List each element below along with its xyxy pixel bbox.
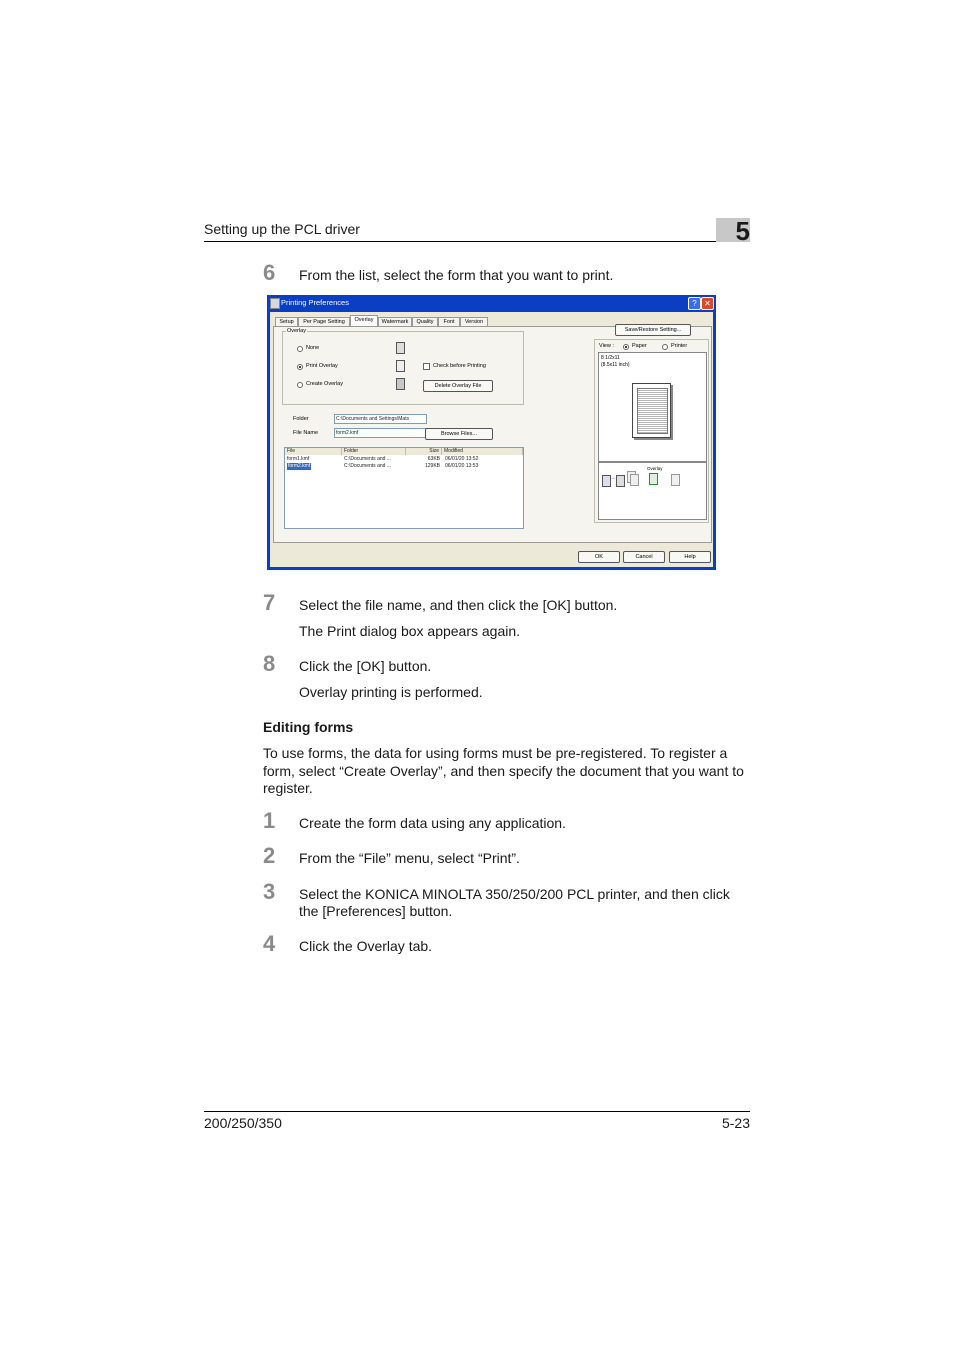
step-number: 4 [263, 931, 276, 956]
page-preview [632, 383, 671, 438]
step-result: The Print dialog box appears again. [299, 623, 521, 639]
help-button[interactable]: Help [669, 551, 711, 563]
footer-page-number: 5-23 [721, 1115, 750, 1131]
help-title-button[interactable]: ? [688, 297, 701, 310]
close-title-button[interactable]: ✕ [701, 297, 714, 310]
create-overlay-label: Create Overlay [306, 381, 343, 387]
view-printer-radio[interactable] [662, 344, 668, 350]
chapter-number: 5 [735, 216, 750, 246]
tab-per-page-setting[interactable]: Per Page Setting [298, 317, 350, 327]
footer-model: 200/250/350 [204, 1115, 282, 1131]
row-size: 129KB [424, 463, 440, 469]
output-page-icon [616, 475, 625, 487]
overlay-preview-label: Overlay [647, 466, 663, 471]
section-intro: To use forms, the data for using forms must be pre-registered. To register a form, select “Create Overlay”, and then specify the document that you want to register. [263, 745, 744, 796]
check-before-printing-label: Check before Printing [433, 363, 486, 369]
save-restore-setting-button[interactable]: Save/Restore Setting... [615, 324, 691, 336]
stack-page-icon-2 [630, 474, 639, 486]
tab-overlay[interactable]: Overlay [350, 315, 378, 327]
none-label: None [306, 345, 320, 351]
step-text: Select the KONICA MINOLTA 350/250/200 PCL printer, and then click the [Preferences] button. [299, 886, 730, 919]
printing-preferences-dialog [267, 295, 716, 570]
row-modified: 06/01/20 13:52 [445, 456, 479, 462]
column-folder[interactable]: Folder [342, 448, 406, 455]
view-paper-label: Paper [632, 343, 647, 349]
overlay-group-label: Overlay [287, 328, 306, 334]
none-icon [396, 342, 405, 354]
row-file-selected: form2.kmf [288, 463, 311, 469]
step-result: Overlay printing is performed. [299, 684, 483, 700]
none-radio[interactable] [297, 346, 303, 352]
paper-preview [598, 352, 707, 462]
column-file[interactable]: File [285, 448, 342, 455]
step-text: Create the form data using any application. [299, 815, 566, 831]
result-page-icon [671, 474, 680, 486]
print-overlay-radio[interactable] [297, 364, 303, 370]
arrow-icon: → [610, 475, 616, 481]
section-title: Setting up the PCL driver [204, 221, 360, 237]
tab-version[interactable]: Version [460, 317, 488, 327]
folder-field[interactable]: C:\Documents and Settings\Mats [334, 414, 427, 424]
row-folder: C:\Documents and ... [344, 456, 391, 462]
delete-overlay-file-button[interactable]: Delete Overlay File [423, 380, 493, 392]
step-text: Click the [OK] button. [299, 658, 432, 674]
folder-label: Folder [293, 416, 309, 422]
create-overlay-icon [396, 378, 405, 390]
overlay-preview [598, 462, 707, 520]
row-modified: 06/01/20 13:53 [445, 463, 479, 469]
column-modified[interactable]: Modified [442, 448, 523, 455]
step-number: 2 [263, 843, 276, 868]
file-name-label: File Name [293, 430, 319, 436]
cancel-button[interactable]: Cancel [623, 551, 665, 563]
preview-group [594, 339, 709, 523]
tab-watermark[interactable]: Watermark [378, 317, 412, 327]
check-before-printing-checkbox[interactable] [423, 363, 430, 370]
view-paper-radio[interactable] [623, 344, 629, 350]
print-overlay-label: Print Overlay [306, 363, 338, 369]
step-text: Select the file name, and then click the [OK] button. [299, 597, 618, 613]
step-text: Click the Overlay tab. [299, 938, 433, 954]
step-number: 7 [263, 590, 276, 615]
ok-button[interactable]: OK [578, 551, 620, 563]
paper-size-inch: (8.5x11 inch) [601, 362, 630, 368]
step-number: 3 [263, 879, 276, 904]
tab-setup[interactable]: Setup [275, 317, 298, 327]
paper-size: 8 1/2x11 [601, 355, 620, 361]
overlay-group [282, 328, 524, 405]
file-name-field[interactable]: form2.kmf [334, 428, 427, 438]
overlay-page-icon [649, 473, 658, 485]
browse-files-button[interactable]: Browse Files... [425, 428, 493, 440]
view-label: View : [599, 343, 614, 349]
row-file: form1.kmf [287, 456, 310, 462]
row-folder: C:\Documents and ... [344, 463, 391, 469]
footer-rule [204, 1111, 750, 1112]
overlay-tab-panel [273, 326, 712, 543]
tab-font[interactable]: Font [438, 317, 460, 327]
tab-quality[interactable]: Quality [412, 317, 438, 327]
print-overlay-icon [396, 360, 405, 372]
create-overlay-radio[interactable] [297, 382, 303, 388]
step-number: 8 [263, 651, 276, 676]
column-size[interactable]: Size [406, 448, 442, 455]
dialog-title: Printing Preferences [281, 298, 349, 307]
overlay-file-list[interactable] [284, 447, 524, 529]
section-heading: Editing forms [263, 719, 354, 735]
printer-icon [270, 298, 280, 309]
step-number: 6 [263, 260, 276, 285]
row-size: 63KB [427, 456, 440, 462]
step-number: 1 [263, 808, 276, 833]
dialog-body [270, 312, 713, 567]
header-rule [204, 241, 750, 242]
view-printer-label: Printer [671, 343, 688, 349]
step-text: From the “File” menu, select “Print”. [299, 850, 520, 866]
step-text: From the list, select the form that you want to print. [299, 267, 614, 283]
page-preview-content [637, 388, 668, 434]
